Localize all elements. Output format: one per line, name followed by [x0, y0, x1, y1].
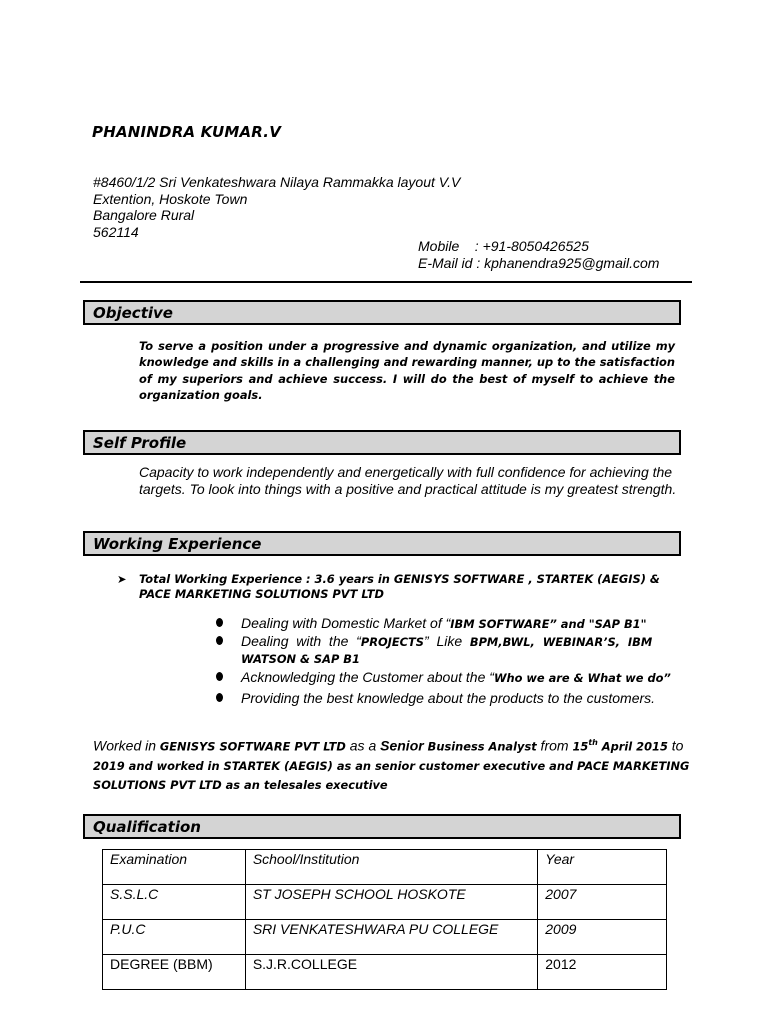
table-cell: ST JOSEPH SCHOOL HOSKOTE	[245, 885, 537, 920]
bullet-icon	[216, 672, 223, 681]
text-span: Business Analyst	[423, 739, 537, 754]
table-cell: S.S.L.C	[103, 885, 246, 920]
table-cell: P.U.C	[103, 920, 246, 955]
self-profile-text: Capacity to work independently and energetically with full confidence for achieving the targets. To look into things with a positive and practical attitude is my greatest strength.	[139, 464, 677, 497]
contact-block	[418, 238, 659, 271]
section-objective	[83, 300, 681, 325]
text-span: from	[536, 737, 573, 754]
arrow-bullet-icon: ➤	[117, 572, 127, 586]
list-item-text: WATSON & SAP B1	[241, 652, 360, 666]
table-header-cell: School/Institution	[245, 850, 537, 885]
table-row	[103, 955, 667, 990]
list-item-text	[241, 668, 671, 687]
total-experience-text: Total Working Experience : 3.6 years in GENISYS SOFTWARE , STARTEK (AEGIS) & PACE MARKETING SOLUTIONS PVT LTD	[139, 572, 660, 601]
text-span: IBM SOFTWARE” and "SAP B1"	[450, 617, 647, 631]
text-span: Worked in	[93, 737, 160, 754]
text-span: Who we are & What we do”	[493, 671, 671, 685]
table-header-cell: Examination	[103, 850, 246, 885]
header-divider	[80, 281, 692, 283]
email-address: E-Mail id : kphanendra925@gmail.com	[418, 254, 660, 271]
text-span: Acknowledging the Customer about the “	[241, 669, 494, 685]
text-span: PROJECTS	[360, 635, 424, 649]
table-cell: 2007	[538, 885, 667, 920]
address-line: #8460/1/2 Sri Venkateshwara Nilaya Rammakka layout V.V	[93, 174, 461, 190]
table-cell: SRI VENKATESHWARA PU COLLEGE	[245, 920, 537, 955]
text-span: 15	[572, 739, 589, 754]
text-span: April 2015	[597, 739, 668, 754]
text-span: th	[588, 738, 598, 747]
table-header-cell: Year	[538, 850, 667, 885]
table-row	[103, 920, 667, 955]
table-cell: S.J.R.COLLEGE	[245, 955, 537, 990]
section-self-profile	[83, 430, 681, 455]
table-header-row	[103, 850, 667, 885]
list-item-text	[241, 614, 647, 633]
total-experience	[117, 572, 677, 602]
section-qualification	[83, 814, 681, 839]
text-span: GENISYS SOFTWARE PVT LTD	[159, 739, 346, 754]
section-title: Qualification	[93, 818, 201, 836]
table-row	[103, 885, 667, 920]
section-title: Objective	[93, 304, 173, 322]
text-span: to	[667, 737, 684, 754]
objective-text: To serve a position under a progressive and dynamic organization, and utilize my knowledge and skills in a challenging and rewarding manner, up to the satisfaction of my superiors and achieve success. I will do the best of myself to achieve the organization goals.	[139, 339, 675, 402]
text-span: 2019 and worked in STARTEK (AEGIS) as an senior customer executive and PACE MARKETING SOLUTIONS PVT LTD as an telesales executive	[93, 758, 690, 792]
text-span: BPM,BWL, WEBINAR’S, IBM	[469, 635, 653, 649]
list-item-text	[241, 632, 652, 651]
section-working-experience	[83, 531, 681, 556]
qualification-table	[102, 849, 667, 990]
candidate-name: PHANINDRA KUMAR.V	[92, 123, 282, 141]
list-item-text: Providing the best knowledge about the products to the customers.	[241, 690, 656, 706]
text-span: Dealing with the “	[241, 633, 361, 649]
mobile-number: Mobile : +91-8050426525	[418, 238, 589, 254]
text-span: Dealing with Domestic Market of “	[241, 615, 451, 631]
bullet-icon	[216, 636, 223, 645]
bullet-icon	[216, 618, 223, 627]
section-title: Self Profile	[93, 434, 187, 452]
table-cell: DEGREE (BBM)	[103, 955, 246, 990]
table-cell: 2012	[538, 955, 667, 990]
work-summary	[93, 734, 693, 794]
bullet-icon	[216, 693, 223, 702]
address-block	[93, 174, 460, 240]
text-span: ” Like	[424, 633, 470, 649]
address-line: Extention, Hoskote Town	[93, 190, 248, 207]
table-cell: 2009	[538, 920, 667, 955]
address-line: 562114	[93, 223, 139, 240]
text-span: Senior	[380, 737, 424, 754]
text-span: as a	[345, 737, 381, 754]
address-line: Bangalore Rural	[93, 207, 195, 223]
section-title: Working Experience	[93, 535, 262, 553]
